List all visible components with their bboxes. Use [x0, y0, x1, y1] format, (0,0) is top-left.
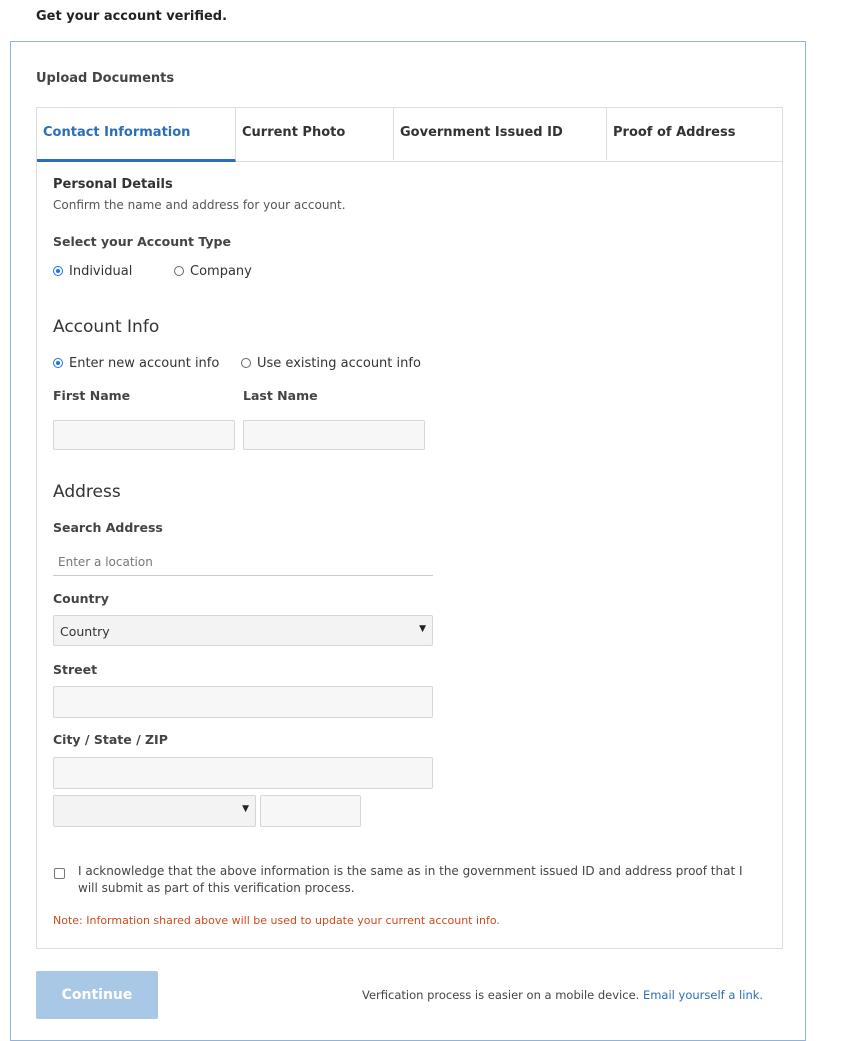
- radio-company[interactable]: [174, 264, 252, 279]
- tab-bar: [37, 108, 782, 162]
- zip-field[interactable]: [260, 795, 361, 827]
- radio-company-label: Company: [190, 264, 252, 279]
- acknowledge-checkbox[interactable]: [54, 868, 65, 879]
- caret-down-icon: ▼: [419, 624, 426, 634]
- last-name-label: Last Name: [243, 388, 318, 403]
- tab-contact-information[interactable]: Contact Information: [37, 108, 236, 162]
- radio-button[interactable]: [174, 266, 184, 276]
- street-field[interactable]: [53, 686, 433, 718]
- mobile-device-text: Verfication process is easier on a mobile device.: [362, 988, 643, 1002]
- radio-use-existing-account-info[interactable]: [241, 356, 421, 371]
- search-address-label: Search Address: [53, 520, 163, 535]
- email-yourself-link[interactable]: Email yourself a link.: [642, 988, 764, 1002]
- personal-details-heading: Personal Details: [53, 177, 173, 192]
- acknowledge-text-line1: I acknowledge that the above information is the same as in the government issued ID and address proof that I: [78, 864, 743, 878]
- city-field[interactable]: [53, 757, 433, 789]
- radio-enter-new-label: Enter new account info: [69, 356, 220, 371]
- panel-title: Upload Documents: [36, 71, 175, 86]
- acknowledge-text-line2: will submit as part of this verification process.: [78, 881, 355, 895]
- tab-government-issued-id[interactable]: Government Issued ID: [394, 108, 607, 160]
- account-info-heading: Account Info: [53, 317, 160, 337]
- radio-individual-label: Individual: [69, 264, 133, 279]
- verification-panel: [10, 41, 806, 1041]
- city-state-zip-label: City / State / ZIP: [53, 732, 168, 747]
- state-select[interactable]: [53, 795, 256, 827]
- first-name-field[interactable]: [53, 420, 235, 450]
- page-title: Get your account verified.: [36, 9, 228, 24]
- country-select-value: Country: [60, 624, 110, 639]
- search-address-input[interactable]: [53, 552, 433, 576]
- footer-mobile-text: [362, 988, 763, 1002]
- personal-details-subtext: Confirm the name and address for your account.: [53, 198, 346, 212]
- radio-individual[interactable]: [53, 264, 132, 279]
- radio-button-checked[interactable]: [53, 358, 63, 368]
- account-type-label: Select your Account Type: [53, 234, 231, 249]
- country-select[interactable]: [53, 615, 433, 646]
- radio-enter-new-account-info[interactable]: [53, 356, 219, 371]
- continue-button[interactable]: Continue: [36, 971, 158, 1019]
- country-label: Country: [53, 591, 109, 606]
- tab-proof-of-address[interactable]: Proof of Address: [613, 125, 736, 140]
- street-label: Street: [53, 662, 98, 677]
- last-name-field[interactable]: [243, 420, 425, 450]
- radio-use-existing-label: Use existing account info: [257, 356, 421, 371]
- radio-button-checked[interactable]: [53, 266, 63, 276]
- acknowledge-text: [78, 863, 778, 897]
- tabs-container: [36, 107, 783, 949]
- tab-current-photo[interactable]: Current Photo: [236, 108, 394, 160]
- address-heading: Address: [53, 482, 121, 502]
- update-note: Note: Information shared above will be used to update your current account info.: [53, 914, 500, 927]
- first-name-label: First Name: [53, 388, 131, 403]
- radio-button[interactable]: [241, 358, 251, 368]
- caret-down-icon: ▼: [242, 804, 249, 814]
